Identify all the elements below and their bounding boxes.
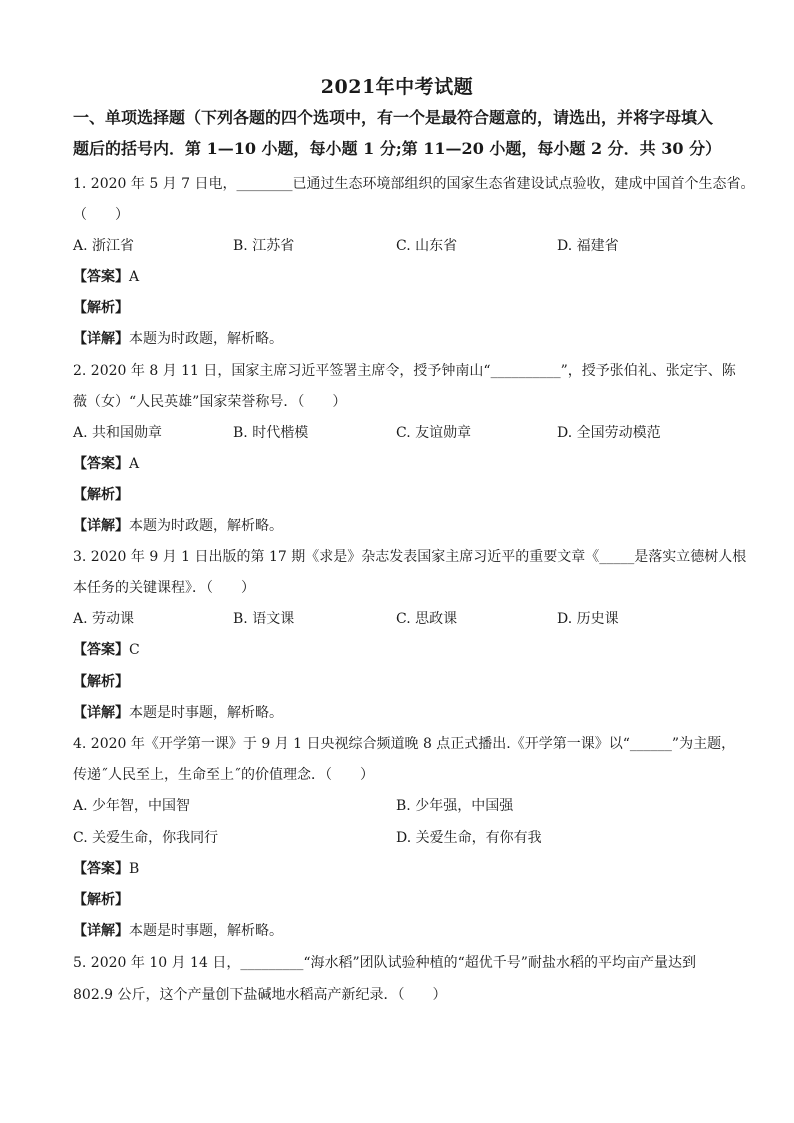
question-1-option-a: A. 浙江省	[73, 238, 135, 254]
question-5-line-1: 5. 2020 年 10 月 14 日，_________“海水稻”团队试验种植的“超优千号”耐盐水稻的平均亩产量达到	[73, 955, 696, 971]
detail-label: 【详解】	[73, 518, 129, 534]
question-1-line-2: （ ）	[73, 207, 129, 223]
detail-text: 本题为时政题，解析略。	[129, 331, 283, 347]
question-3-detail	[73, 702, 283, 722]
question-2-option-c: C. 友谊勋章	[396, 425, 472, 441]
answer-label: 【答案】	[73, 269, 129, 285]
detail-label: 【详解】	[73, 705, 129, 721]
question-4-line-1: 4. 2020 年《开学第一课》于 9 月 1 日央视综合频道晚 8 点正式播出.《开学第一课》以“______”为主题，	[73, 736, 736, 752]
page-title: 2021年中考试题	[320, 76, 474, 98]
question-4-analysis-label: 【解析】	[73, 892, 129, 908]
question-5-line-2: 802.9 公斤，这个产量创下盐碱地水稻高产新纪录．（ ）	[73, 987, 447, 1003]
question-1-option-c: C. 山东省	[396, 238, 458, 254]
question-4-line-2: 传递˝人民至上，生命至上˝的价值理念．（ ）	[73, 767, 374, 783]
question-4-detail	[73, 920, 283, 940]
question-2-answer	[73, 453, 139, 473]
detail-label: 【详解】	[73, 923, 129, 939]
answer-value: B	[129, 861, 140, 877]
question-1-analysis-label: 【解析】	[73, 300, 129, 316]
answer-value: C	[129, 642, 140, 658]
question-2-option-a: A. 共和国勋章	[73, 425, 163, 441]
question-4-option-c: C. 关爱生命，你我同行	[73, 830, 219, 846]
question-2-detail	[73, 515, 283, 535]
answer-value: A	[129, 456, 140, 472]
question-1-detail	[73, 328, 283, 348]
detail-text: 本题是时事题，解析略。	[129, 705, 283, 721]
answer-value: A	[129, 269, 140, 285]
question-1-option-b: B. 江苏省	[233, 238, 295, 254]
answer-label: 【答案】	[73, 642, 129, 658]
question-2-option-b: B. 时代楷模	[233, 425, 309, 441]
question-4-option-b: B. 少年强，中国强	[396, 798, 514, 814]
question-3-line-2: 本任务的关键课程》．（ ）	[73, 580, 255, 596]
question-3-option-d: D. 历史课	[557, 611, 619, 627]
question-2-option-d: D. 全国劳动模范	[557, 425, 661, 441]
question-4-option-a: A. 少年智，中国智	[73, 798, 191, 814]
detail-text: 本题是时事题，解析略。	[129, 923, 283, 939]
question-2-line-1: 2. 2020 年 8 月 11 日，国家主席习近平签署主席令，授予钟南山“__________”，授予张伯礼、张定宇、陈	[73, 363, 736, 379]
question-3-option-b: B. 语文课	[233, 611, 295, 627]
section-heading-line-1: 一、单项选择题（下列各题的四个选项中，有一个是最符合题意的，请选出，并将字母填入	[73, 108, 714, 127]
question-3-option-a: A. 劳动课	[73, 611, 135, 627]
question-1-line-1: 1. 2020 年 5 月 7 日电，________已通过生态环境部组织的国家生态省建设试点验收，建成中国首个生态省。	[73, 176, 755, 192]
question-1-option-d: D. 福建省	[557, 238, 619, 254]
detail-text: 本题为时政题，解析略。	[129, 518, 283, 534]
question-4-option-d: D. 关爱生命，有你有我	[396, 830, 542, 846]
answer-label: 【答案】	[73, 861, 129, 877]
question-3-answer	[73, 639, 140, 659]
detail-label: 【详解】	[73, 331, 129, 347]
question-2-analysis-label: 【解析】	[73, 487, 129, 503]
question-3-line-1: 3. 2020 年 9 月 1 日出版的第 17 期《求是》杂志发表国家主席习近平的重要文章《_____是落实立德树人根	[73, 549, 747, 565]
section-heading-line-2: 题后的括号内．第 1—10 小题，每小题 1 分;第 11—20 小题，每小题 2 分．共 30 分）	[73, 139, 722, 158]
answer-label: 【答案】	[73, 456, 129, 472]
question-1-answer	[73, 266, 139, 286]
question-3-analysis-label: 【解析】	[73, 674, 129, 690]
question-3-option-c: C. 思政课	[396, 611, 458, 627]
question-4-answer	[73, 858, 139, 878]
section-heading	[73, 102, 723, 164]
question-2-line-2: 薇（女）“人民英雄”国家荣誉称号．（ ）	[73, 394, 347, 410]
